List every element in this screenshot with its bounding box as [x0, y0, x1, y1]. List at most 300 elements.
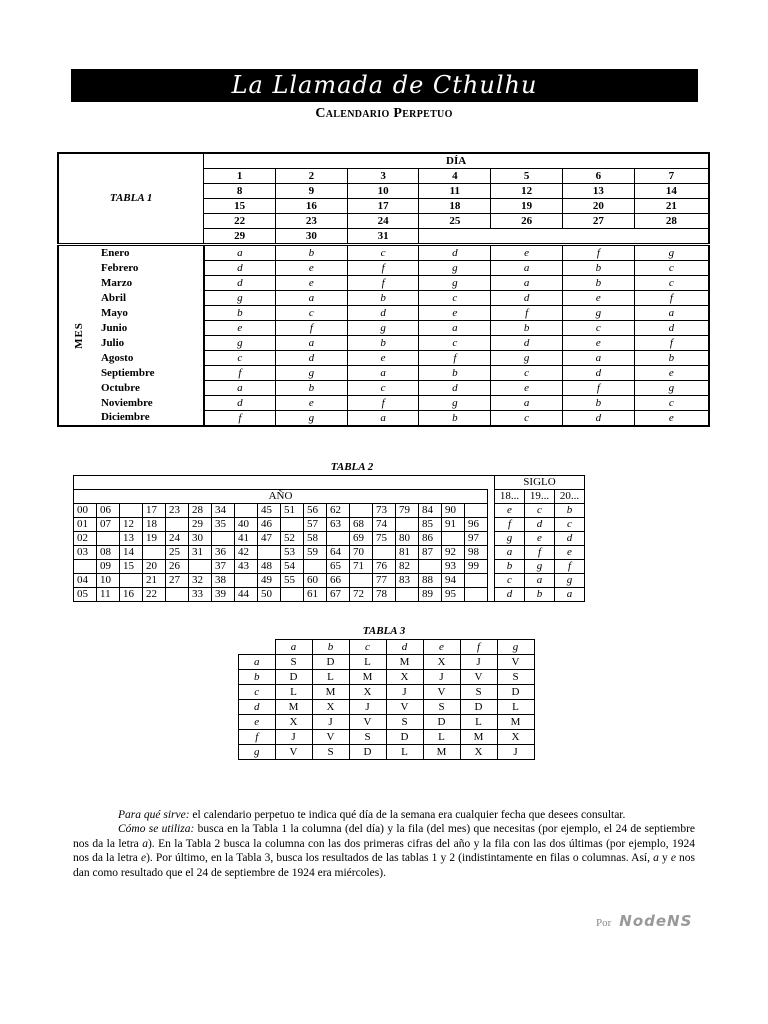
month-letter-cell: a: [491, 261, 563, 276]
year-cell: [120, 504, 143, 518]
month-letter-cell: f: [347, 261, 419, 276]
month-letter-cell: b: [419, 411, 491, 427]
year-cell: [212, 532, 235, 546]
month-row: [58, 261, 709, 276]
year-cell: [465, 504, 488, 518]
year-cell: 33: [189, 588, 212, 602]
month-letter-cell: a: [275, 291, 347, 306]
siglo-letter-cell: a: [525, 574, 555, 588]
month-letter-cell: e: [634, 411, 709, 427]
year-cell: 11: [97, 588, 120, 602]
month-letter-cell: b: [562, 261, 634, 276]
year-cell: 41: [235, 532, 258, 546]
year-cell: 92: [442, 546, 465, 560]
year-cell: 49: [258, 574, 281, 588]
year-cell: 02: [74, 532, 97, 546]
month-letter-cell: d: [491, 336, 563, 351]
day-cell: 28: [634, 214, 709, 229]
year-cell: 24: [166, 532, 189, 546]
month-letter-cell: d: [204, 276, 276, 291]
year-cell: [350, 574, 373, 588]
year-cell: 94: [442, 574, 465, 588]
year-cell: 62: [327, 504, 350, 518]
year-cell: 35: [212, 518, 235, 532]
year-row: [74, 574, 585, 588]
month-letter-cell: g: [347, 321, 419, 336]
weekday-cell: L: [275, 685, 312, 700]
tabla-3-row-header: c: [239, 685, 276, 700]
year-row: [74, 504, 585, 518]
siglo-letter-cell: e: [495, 504, 525, 518]
year-cell: 81: [396, 546, 419, 560]
month-letter-cell: b: [347, 291, 419, 306]
siglo-letter-cell: c: [525, 504, 555, 518]
tabla-3-row-header: f: [239, 730, 276, 745]
year-cell: 42: [235, 546, 258, 560]
tabla-3-row: [239, 670, 535, 685]
day-cell: 4: [419, 169, 491, 184]
year-cell: 12: [120, 518, 143, 532]
year-cell: 70: [350, 546, 373, 560]
weekday-cell: X: [312, 700, 349, 715]
year-cell: 97: [465, 532, 488, 546]
siglo-header: SIGLO: [495, 476, 585, 490]
weekday-cell: L: [460, 715, 497, 730]
year-cell: 48: [258, 560, 281, 574]
tabla-3-row-header: e: [239, 715, 276, 730]
tabla-3-row-header: a: [239, 655, 276, 670]
month-letter-cell: d: [634, 321, 709, 336]
weekday-cell: J: [349, 700, 386, 715]
weekday-cell: S: [497, 670, 534, 685]
mes-label: MES: [72, 322, 85, 349]
tabla-3-title: TABLA 3: [362, 625, 406, 637]
tabla-3-row: [239, 685, 535, 700]
weekday-cell: X: [349, 685, 386, 700]
siglo-letter-cell: c: [555, 518, 585, 532]
month-letter-cell: c: [419, 291, 491, 306]
siglo-letter-cell: g: [495, 532, 525, 546]
year-cell: [235, 574, 258, 588]
weekday-cell: J: [460, 655, 497, 670]
day-cell: 21: [634, 199, 709, 214]
year-cell: [281, 518, 304, 532]
tabla-3-col-header: g: [497, 640, 534, 655]
month-letter-cell: b: [419, 366, 491, 381]
year-cell: [97, 532, 120, 546]
weekday-cell: V: [423, 685, 460, 700]
year-cell: 09: [97, 560, 120, 574]
siglo-letter-cell: c: [495, 574, 525, 588]
siglo-letter-cell: b: [525, 588, 555, 602]
year-cell: 23: [166, 504, 189, 518]
month-letter-cell: c: [347, 381, 419, 396]
usage-body-c: ). Por último, en la Tabla 3, busca los resultados de las tablas 1 y 2 (indistintamente en filas o columnas. Así,: [146, 852, 654, 864]
purpose-label: Para qué sirve:: [118, 809, 190, 821]
month-letter-cell: g: [275, 411, 347, 427]
weekday-cell: V: [497, 655, 534, 670]
month-row: [58, 351, 709, 366]
year-cell: 00: [74, 504, 97, 518]
usage-letter-a: a: [142, 837, 148, 850]
weekday-cell: M: [423, 745, 460, 760]
month-letter-cell: b: [275, 381, 347, 396]
month-letter-cell: b: [562, 276, 634, 291]
year-cell: 07: [97, 518, 120, 532]
siglo-letter-cell: e: [555, 546, 585, 560]
month-letter-cell: b: [204, 306, 276, 321]
year-cell: [120, 574, 143, 588]
siglo-letter-cell: a: [555, 588, 585, 602]
year-cell: 67: [327, 588, 350, 602]
month-letter-cell: c: [634, 396, 709, 411]
year-cell: 32: [189, 574, 212, 588]
month-letter-cell: c: [491, 366, 563, 381]
year-cell: 91: [442, 518, 465, 532]
day-cell: 25: [419, 214, 491, 229]
year-cell: 75: [373, 532, 396, 546]
year-cell: 65: [327, 560, 350, 574]
weekday-cell: L: [497, 700, 534, 715]
year-row: [74, 546, 585, 560]
day-cell: 27: [562, 214, 634, 229]
year-cell: [396, 588, 419, 602]
day-cell: 1: [204, 169, 276, 184]
year-cell: 87: [419, 546, 442, 560]
dia-header: DÍA: [204, 153, 709, 169]
month-letter-cell: c: [491, 411, 563, 427]
weekday-cell: X: [423, 655, 460, 670]
year-row: [74, 560, 585, 574]
weekday-cell: V: [349, 715, 386, 730]
year-cell: [396, 518, 419, 532]
month-letter-cell: b: [347, 336, 419, 351]
month-letter-cell: f: [634, 291, 709, 306]
day-cell: 14: [634, 184, 709, 199]
usage-body-b: ). En la Tabla 2 busca la columna con las dos primeras cifras del año y la fila con las dos últimas (por ejemplo, 1924 nos da la letra: [73, 837, 695, 864]
month-letter-cell: a: [347, 411, 419, 427]
year-cell: 77: [373, 574, 396, 588]
month-letter-cell: c: [419, 336, 491, 351]
year-cell: 54: [281, 560, 304, 574]
year-cell: [304, 560, 327, 574]
year-cell: 01: [74, 518, 97, 532]
tabla-1-header-row: [58, 153, 709, 169]
tabla-3-row: [239, 745, 535, 760]
year-cell: 27: [166, 574, 189, 588]
month-letter-cell: a: [491, 396, 563, 411]
year-cell: [235, 504, 258, 518]
month-letter-cell: a: [419, 321, 491, 336]
tabla-3-col-header: f: [460, 640, 497, 655]
month-letter-cell: g: [634, 381, 709, 396]
year-cell: 61: [304, 588, 327, 602]
author-signature: [596, 912, 692, 930]
year-cell: 38: [212, 574, 235, 588]
tabla-2: [73, 475, 585, 602]
year-cell: 17: [143, 504, 166, 518]
year-cell: 06: [97, 504, 120, 518]
weekday-cell: M: [386, 655, 423, 670]
month-letter-cell: e: [491, 245, 563, 261]
month-name: Febrero: [99, 261, 204, 276]
month-letter-cell: d: [204, 261, 276, 276]
day-cell: 16: [275, 199, 347, 214]
weekday-cell: M: [497, 715, 534, 730]
siglo-century-header: 20...: [555, 490, 585, 504]
year-cell: 52: [281, 532, 304, 546]
year-cell: [373, 546, 396, 560]
tabla-3-row: [239, 730, 535, 745]
year-cell: 14: [120, 546, 143, 560]
month-letter-cell: d: [204, 396, 276, 411]
siglo-letter-cell: d: [555, 532, 585, 546]
month-letter-cell: c: [634, 276, 709, 291]
month-letter-cell: a: [491, 276, 563, 291]
weekday-cell: D: [312, 655, 349, 670]
month-letter-cell: a: [204, 381, 276, 396]
usage-y: y: [658, 852, 671, 864]
siglo-letter-cell: f: [555, 560, 585, 574]
month-row: [58, 276, 709, 291]
weekday-cell: S: [386, 715, 423, 730]
day-cell: 23: [275, 214, 347, 229]
weekday-cell: M: [312, 685, 349, 700]
banner-title: La Llamada de Cthulhu: [71, 69, 698, 102]
month-letter-cell: f: [562, 245, 634, 261]
day-cell: 17: [347, 199, 419, 214]
siglo-century-header: 18...: [495, 490, 525, 504]
year-cell: 19: [143, 532, 166, 546]
year-cell: 73: [373, 504, 396, 518]
month-row: [58, 411, 709, 427]
year-cell: 28: [189, 504, 212, 518]
year-row: [74, 532, 585, 546]
tabla-3-col-header: a: [275, 640, 312, 655]
month-letter-cell: a: [634, 306, 709, 321]
year-cell: 93: [442, 560, 465, 574]
weekday-cell: V: [312, 730, 349, 745]
weekday-cell: V: [275, 745, 312, 760]
year-cell: [74, 560, 97, 574]
year-cell: 51: [281, 504, 304, 518]
year-cell: 82: [396, 560, 419, 574]
year-cell: [419, 560, 442, 574]
month-letter-cell: g: [491, 351, 563, 366]
tabla-3-row: [239, 700, 535, 715]
tabla-3-header-row: [239, 640, 535, 655]
weekday-cell: D: [386, 730, 423, 745]
year-cell: 45: [258, 504, 281, 518]
month-letter-cell: f: [491, 306, 563, 321]
weekday-cell: S: [312, 745, 349, 760]
year-cell: 21: [143, 574, 166, 588]
weekday-cell: L: [349, 655, 386, 670]
year-cell: 63: [327, 518, 350, 532]
year-cell: 89: [419, 588, 442, 602]
month-letter-cell: d: [275, 351, 347, 366]
weekday-cell: M: [460, 730, 497, 745]
weekday-cell: S: [349, 730, 386, 745]
signature-logo: NodeNS: [619, 912, 693, 930]
tabla-3-col-header: b: [312, 640, 349, 655]
month-name: Marzo: [99, 276, 204, 291]
siglo-letter-cell: d: [495, 588, 525, 602]
tabla-3-col-header: e: [423, 640, 460, 655]
tabla-3-row-header: b: [239, 670, 276, 685]
day-cell: 18: [419, 199, 491, 214]
year-cell: 50: [258, 588, 281, 602]
day-cell: 29: [204, 229, 276, 245]
siglo-letter-cell: g: [555, 574, 585, 588]
month-letter-cell: f: [347, 396, 419, 411]
siglo-letter-cell: a: [495, 546, 525, 560]
tabla-2-header-row: [74, 476, 585, 490]
month-letter-cell: g: [562, 306, 634, 321]
month-letter-cell: f: [275, 321, 347, 336]
day-cell: 12: [491, 184, 563, 199]
month-row: [58, 381, 709, 396]
month-letter-cell: g: [419, 396, 491, 411]
tabla-3-col-header: c: [349, 640, 386, 655]
weekday-cell: J: [312, 715, 349, 730]
month-name: Julio: [99, 336, 204, 351]
month-name: Abril: [99, 291, 204, 306]
month-letter-cell: d: [347, 306, 419, 321]
year-cell: 74: [373, 518, 396, 532]
year-cell: 36: [212, 546, 235, 560]
anio-header: AÑO: [74, 490, 488, 504]
mes-label-cell: [58, 245, 99, 427]
month-letter-cell: f: [634, 336, 709, 351]
month-letter-cell: f: [204, 366, 276, 381]
month-letter-cell: a: [347, 366, 419, 381]
weekday-cell: L: [423, 730, 460, 745]
month-letter-cell: g: [204, 336, 276, 351]
day-empty-cell: [419, 229, 709, 245]
weekday-cell: J: [275, 730, 312, 745]
month-letter-cell: d: [419, 245, 491, 261]
year-cell: 64: [327, 546, 350, 560]
year-cell: 58: [304, 532, 327, 546]
year-cell: 72: [350, 588, 373, 602]
month-name: Agosto: [99, 351, 204, 366]
year-row: [74, 588, 585, 602]
usage-letter-e: e: [140, 852, 147, 864]
siglo-century-header: 19...: [525, 490, 555, 504]
year-cell: 78: [373, 588, 396, 602]
month-row: [58, 291, 709, 306]
day-cell: 20: [562, 199, 634, 214]
tabla-3-row: [239, 715, 535, 730]
month-letter-cell: c: [275, 306, 347, 321]
siglo-letter-cell: f: [525, 546, 555, 560]
day-cell: 10: [347, 184, 419, 199]
year-cell: 05: [74, 588, 97, 602]
weekday-cell: X: [386, 670, 423, 685]
month-letter-cell: f: [347, 276, 419, 291]
month-letter-cell: a: [562, 351, 634, 366]
month-letter-cell: c: [634, 261, 709, 276]
year-cell: [166, 518, 189, 532]
month-row: [58, 366, 709, 381]
month-letter-cell: e: [491, 381, 563, 396]
year-cell: 98: [465, 546, 488, 560]
siglo-letter-cell: d: [525, 518, 555, 532]
year-cell: 80: [396, 532, 419, 546]
year-cell: 59: [304, 546, 327, 560]
day-cell: 11: [419, 184, 491, 199]
weekday-cell: J: [423, 670, 460, 685]
siglo-letter-cell: e: [525, 532, 555, 546]
year-cell: 66: [327, 574, 350, 588]
siglo-subheader-row: [74, 490, 585, 504]
weekday-cell: D: [460, 700, 497, 715]
month-letter-cell: c: [347, 245, 419, 261]
signature-por: Por: [596, 917, 612, 929]
month-letter-cell: b: [491, 321, 563, 336]
year-row: [74, 518, 585, 532]
weekday-cell: D: [275, 670, 312, 685]
year-cell: 95: [442, 588, 465, 602]
tabla-3: [238, 639, 535, 760]
day-cell: 24: [347, 214, 419, 229]
year-cell: 60: [304, 574, 327, 588]
year-cell: 31: [189, 546, 212, 560]
year-cell: [350, 504, 373, 518]
month-name: Mayo: [99, 306, 204, 321]
day-cell: 3: [347, 169, 419, 184]
month-letter-cell: b: [275, 245, 347, 261]
month-letter-cell: c: [204, 351, 276, 366]
year-cell: 99: [465, 560, 488, 574]
month-name: Noviembre: [99, 396, 204, 411]
year-cell: 04: [74, 574, 97, 588]
weekday-cell: X: [460, 745, 497, 760]
month-letter-cell: g: [204, 291, 276, 306]
month-name: Diciembre: [99, 411, 204, 427]
year-cell: 13: [120, 532, 143, 546]
day-cell: 9: [275, 184, 347, 199]
weekday-cell: L: [312, 670, 349, 685]
day-cell: 5: [491, 169, 563, 184]
month-letter-cell: a: [204, 245, 276, 261]
explanation-purpose: [73, 808, 695, 823]
weekday-cell: D: [423, 715, 460, 730]
weekday-cell: S: [460, 685, 497, 700]
year-cell: 47: [258, 532, 281, 546]
year-cell: 84: [419, 504, 442, 518]
weekday-cell: M: [349, 670, 386, 685]
year-cell: 30: [189, 532, 212, 546]
month-letter-cell: e: [562, 291, 634, 306]
year-cell: [258, 546, 281, 560]
usage-body-a: busca en la Tabla 1 la columna (del día) y la fila (del mes) que necesitas (por ejemplo, el 24 de septiembre nos da la letra: [73, 823, 695, 850]
year-cell: 25: [166, 546, 189, 560]
year-cell: 96: [465, 518, 488, 532]
day-cell: 31: [347, 229, 419, 245]
month-letter-cell: a: [275, 336, 347, 351]
month-name: Octubre: [99, 381, 204, 396]
tabla-2-title: TABLA 2: [330, 461, 374, 473]
year-cell: 46: [258, 518, 281, 532]
month-row: [58, 336, 709, 351]
month-name: Junio: [99, 321, 204, 336]
weekday-cell: D: [497, 685, 534, 700]
month-letter-cell: b: [634, 351, 709, 366]
year-cell: 86: [419, 532, 442, 546]
usage-letter-a2: a: [653, 852, 659, 864]
